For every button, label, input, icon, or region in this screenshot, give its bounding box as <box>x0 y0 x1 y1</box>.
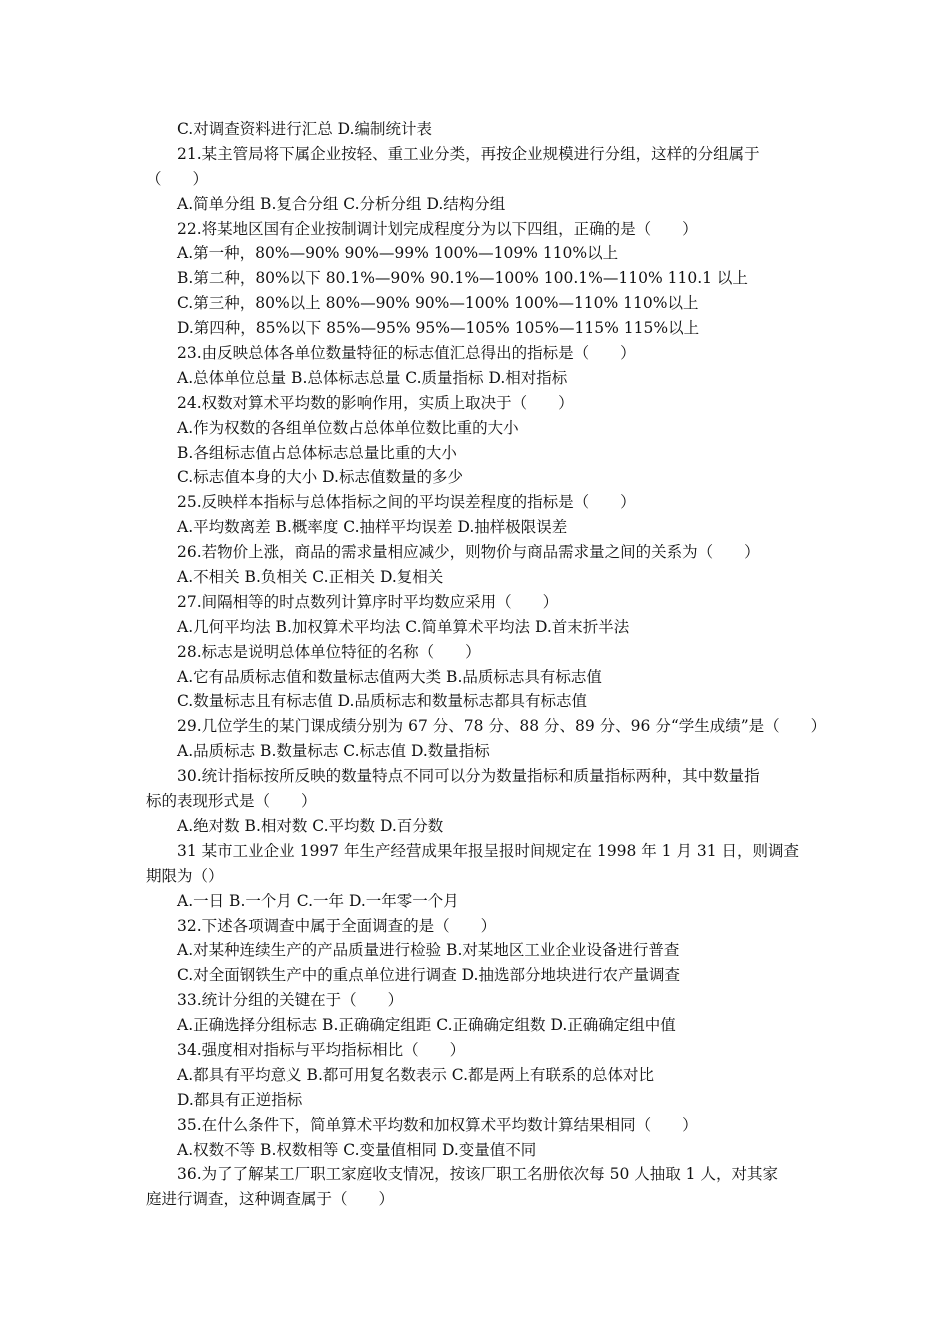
text-line: 24.权数对算术平均数的影响作用，实质上取决于（ ） <box>177 393 574 412</box>
text-line: A.作为权数的各组单位数占总体单位数比重的大小 <box>177 418 519 437</box>
text-line: A.权数不等 B.权数相等 C.变量值相同 D.变量值不同 <box>177 1140 537 1159</box>
text-line: C.对全面钢铁生产中的重点单位进行调查 D.抽选部分地块进行农产量调查 <box>177 966 680 985</box>
text-line: 30.统计指标按所反映的数量特点不同可以分为数量指标和质量指标两种，其中数量指 <box>177 767 760 786</box>
text-line: 36.为了了解某工厂职工家庭收支情况，按该厂职工名册依次每 50 人抽取 1 人，对其家 <box>177 1165 778 1184</box>
text-line: A.正确选择分组标志 B.正确确定组距 C.正确确定组数 D.正确确定组中值 <box>177 1016 676 1035</box>
text-line: 期限为（） <box>146 866 224 885</box>
text-line: （ ） <box>146 169 209 188</box>
text-line: 32.下述各项调查中属于全面调查的是（ ） <box>177 916 497 935</box>
text-line: 26.若物价上涨，商品的需求量相应减少，则物价与商品需求量之间的关系为（ ） <box>177 543 760 562</box>
text-line: C.标志值本身的大小 D.标志值数量的多少 <box>177 468 463 487</box>
text-line: 庭进行调查，这种调查属于（ ） <box>146 1190 395 1209</box>
text-line: 31 某市工业企业 1997 年生产经营成果年报呈报时间规定在 1998 年 1 月 31 日，则调查 <box>177 841 800 860</box>
text-line: 34.强度相对指标与平均指标相比（ ） <box>177 1040 466 1059</box>
text-line: A.不相关 B.负相关 C.正相关 D.复相关 <box>177 568 444 587</box>
text-line: 28.标志是说明总体单位特征的名称（ ） <box>177 642 481 661</box>
text-line: C.数量标志且有标志值 D.品质标志和数量标志都具有标志值 <box>177 692 587 711</box>
text-line: C.第三种，80%以上 80%—90% 90%—100% 100%—110% 110%以上 <box>177 294 699 313</box>
text-line: 35.在什么条件下，简单算术平均数和加权算术平均数计算结果相同（ ） <box>177 1115 698 1134</box>
text-line: A.第一种，80%—90% 90%—99% 100%—109% 110%以上 <box>177 244 619 263</box>
text-line: B.各组标志值占总体标志总量比重的大小 <box>177 443 457 462</box>
text-line: 21.某主管局将下属企业按轻、重工业分类，再按企业规模进行分组，这样的分组属于 <box>177 144 760 163</box>
text-line: D.都具有正逆指标 <box>177 1090 303 1109</box>
text-line: A.几何平均法 B.加权算术平均法 C.简单算术平均法 D.首末折半法 <box>177 617 630 636</box>
text-line: A.绝对数 B.相对数 C.平均数 D.百分数 <box>177 816 444 835</box>
text-line: A.简单分组 B.复合分组 C.分析分组 D.结构分组 <box>177 194 506 213</box>
text-line: A.一日 B.一个月 C.一年 D.一年零一个月 <box>177 891 459 910</box>
text-line: A.都具有平均意义 B.都可用复名数表示 C.都是两上有联系的总体对比 <box>177 1065 655 1084</box>
text-line: A.品质标志 B.数量标志 C.标志值 D.数量指标 <box>177 742 490 761</box>
text-line: 29.几位学生的某门课成绩分别为 67 分、78 分、88 分、89 分、96 分“学生成绩”是（ ） <box>177 717 827 736</box>
text-line: 23.由反映总体各单位数量特征的标志值汇总得出的指标是（ ） <box>177 344 636 363</box>
document-page <box>146 117 827 1212</box>
text-line: 27.间隔相等的时点数列计算序时平均数应采用（ ） <box>177 592 559 611</box>
text-line: 25.反映样本指标与总体指标之间的平均误差程度的指标是（ ） <box>177 493 636 512</box>
text-line: C.对调查资料进行汇总 D.编制统计表 <box>177 120 432 138</box>
text-line: D.第四种，85%以下 85%—95% 95%—105% 105%—115% 115%以上 <box>177 319 700 338</box>
text-line: 33.统计分组的关键在于（ ） <box>177 991 404 1010</box>
text-line: A.对某种连续生产的产品质量进行检验 B.对某地区工业企业设备进行普查 <box>177 941 680 960</box>
text-line: 标的表现形式是（ ） <box>146 792 317 811</box>
text-line: 22.将某地区国有企业按制调计划完成程度分为以下四组，正确的是（ ） <box>177 219 698 238</box>
text-line: A.平均数离差 B.概率度 C.抽样平均误差 D.抽样极限误差 <box>177 518 568 537</box>
text-line: B.第二种，80%以下 80.1%—90% 90.1%—100% 100.1%—110% 110.1 以上 <box>177 269 748 288</box>
text-line: A.它有品质标志值和数量标志值两大类 B.品质标志具有标志值 <box>177 667 602 686</box>
text-line: A.总体单位总量 B.总体标志总量 C.质量指标 D.相对指标 <box>177 368 568 387</box>
